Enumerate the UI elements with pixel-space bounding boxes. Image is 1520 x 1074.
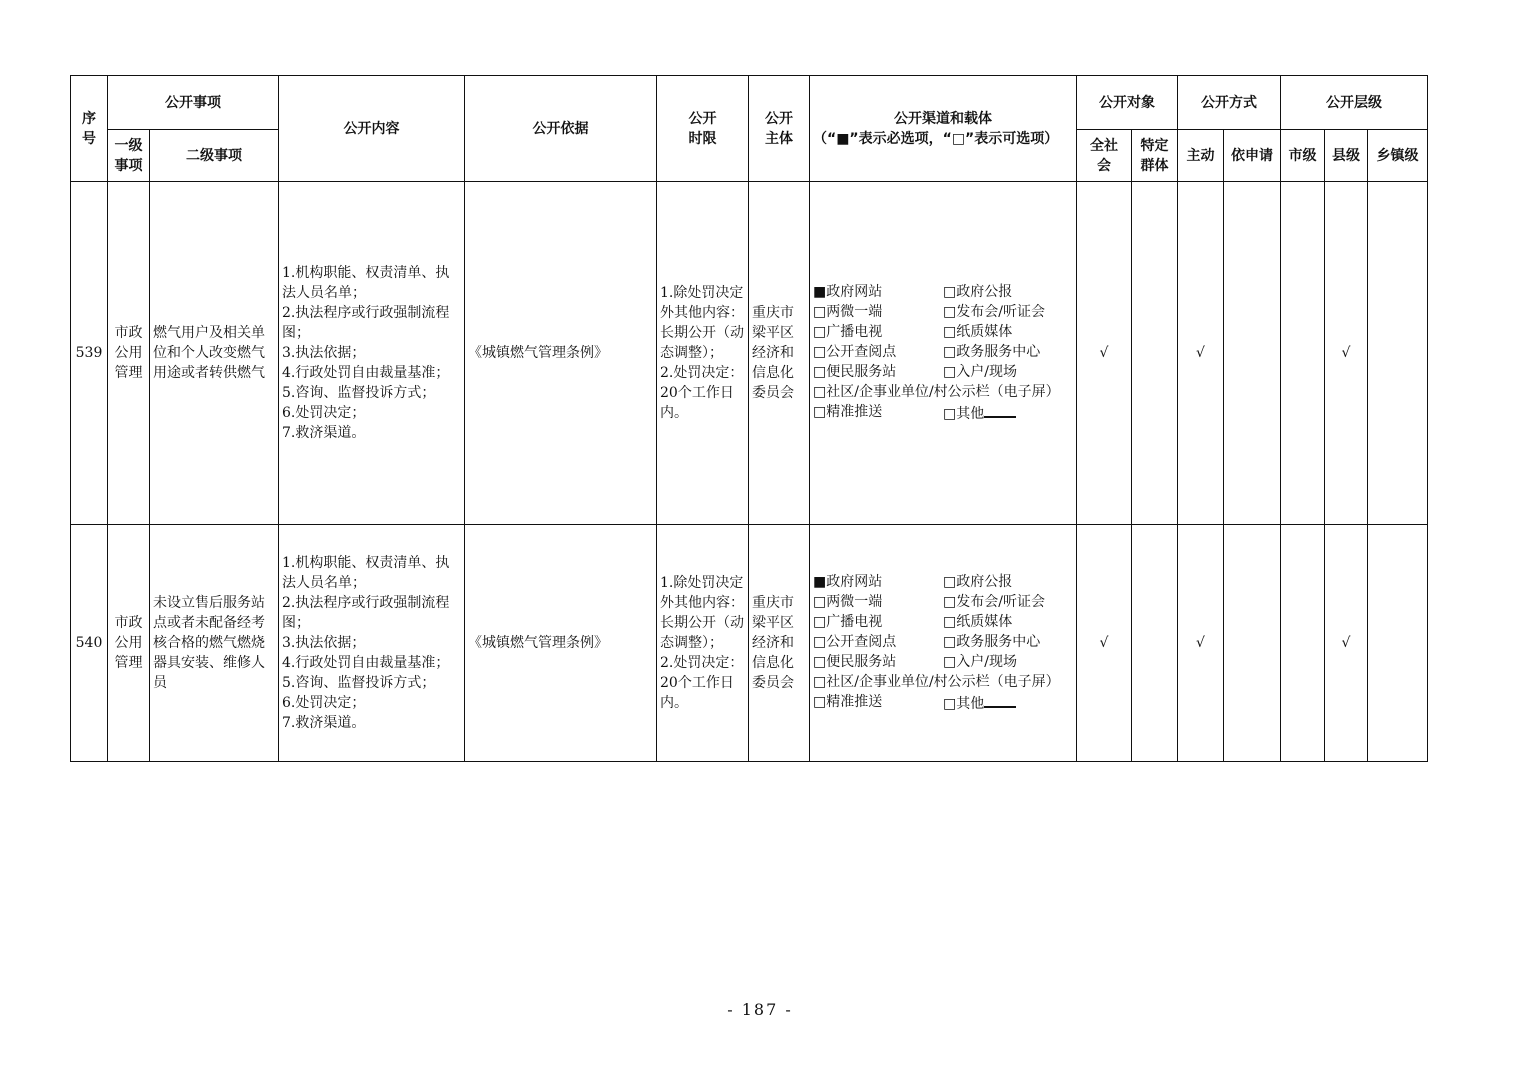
row-level2: 燃气用户及相关单位和个人改变燃气用途或者转供燃气 — [150, 182, 279, 525]
channel-option: □入户/现场 — [943, 654, 1017, 670]
row-content: 1.机构职能、权责清单、执法人员名单； 2.执法程序或行政强制流程图； 3.执法依据； 4.行政处罚自由裁量基准； 5.咨询、监督投诉方式； 6.处罚决定； 7.救济渠道。 — [279, 182, 465, 525]
channel-option: □政府公报 — [943, 574, 1013, 590]
row-basis: 《城镇燃气管理条例》 — [465, 182, 657, 525]
channel-option-other: □其他 — [943, 402, 1073, 424]
channel-option: ■政府网站 — [813, 574, 883, 590]
row-seq: 539 — [71, 182, 108, 525]
header-basis: 公开依据 — [465, 76, 657, 182]
row-level-city — [1281, 182, 1325, 525]
row-seq: 540 — [71, 525, 108, 762]
row-target-specific — [1132, 182, 1178, 525]
channel-option: □政务服务中心 — [943, 344, 1041, 360]
header-channels-note: （“■”表示必选项，“□”表示可选项） — [813, 130, 1059, 147]
disclosure-table — [70, 75, 1428, 762]
channel-option: □两微一端 — [813, 594, 883, 610]
header-seq: 序 号 — [71, 76, 108, 182]
header-level-county: 县级 — [1325, 130, 1368, 182]
row-level-town — [1368, 182, 1428, 525]
header-method-group: 公开方式 — [1178, 76, 1281, 130]
page-number: - 187 - — [727, 1000, 793, 1019]
header-method-active: 主动 — [1178, 130, 1224, 182]
channel-option: □发布会/听证会 — [943, 304, 1045, 320]
channel-option: □政务服务中心 — [943, 634, 1041, 650]
header-items-group: 公开事项 — [108, 76, 279, 130]
header-level-city: 市级 — [1281, 130, 1325, 182]
row-channels — [810, 525, 1077, 762]
row-content: 1.机构职能、权责清单、执法人员名单； 2.执法程序或行政强制流程图； 3.执法依据； 4.行政处罚自由裁量基准； 5.咨询、监督投诉方式； 6.处罚决定； 7.救济渠道。 — [279, 525, 465, 762]
row-subject: 重庆市梁平区经济和信息化委员会 — [749, 182, 810, 525]
channel-option: □两微一端 — [813, 304, 883, 320]
row-level1: 市政 公用 管理 — [108, 182, 150, 525]
channel-option: □广播电视 — [813, 614, 883, 630]
row-level-county: √ — [1325, 182, 1368, 525]
channel-option: □发布会/听证会 — [943, 594, 1045, 610]
channel-option: □公开查阅点 — [813, 344, 897, 360]
channel-option: □政府公报 — [943, 284, 1013, 300]
channel-option: □精准推送 — [813, 404, 883, 420]
header-level1: 一级 事项 — [108, 130, 150, 182]
header-level-town: 乡镇级 — [1368, 130, 1428, 182]
channel-option: ■政府网站 — [813, 284, 883, 300]
row-level1: 市政 公用 管理 — [108, 525, 150, 762]
row-time-limit: 1.除处罚决定外其他内容：长期公开（动态调整）； 2.处罚决定：20个工作日内。 — [657, 182, 749, 525]
channel-option: □便民服务站 — [813, 654, 897, 670]
row-level-town — [1368, 525, 1428, 762]
row-method-active: √ — [1178, 525, 1224, 762]
header-channels-title: 公开渠道和载体 — [894, 110, 992, 127]
row-level-city — [1281, 525, 1325, 762]
channel-option: □纸质媒体 — [943, 324, 1013, 340]
header-target-all: 全社 会 — [1077, 130, 1132, 182]
channel-option: □精准推送 — [813, 694, 883, 710]
table-row — [71, 525, 1428, 762]
row-time-limit: 1.除处罚决定外其他内容：长期公开（动态调整）； 2.处罚决定：20个工作日内。 — [657, 525, 749, 762]
row-level2: 未设立售后服务站点或者未配备经考核合格的燃气燃烧器具安装、维修人员 — [150, 525, 279, 762]
channel-option: □社区/企事业单位/村公示栏（电子屏） — [813, 674, 1060, 690]
channel-option: □社区/企事业单位/村公示栏（电子屏） — [813, 384, 1060, 400]
channel-option: □公开查阅点 — [813, 634, 897, 650]
row-method-request — [1224, 525, 1281, 762]
row-target-specific — [1132, 525, 1178, 762]
header-target-group: 公开对象 — [1077, 76, 1178, 130]
table-row — [71, 182, 1428, 525]
header-subject: 公开 主体 — [749, 76, 810, 182]
row-target-all: √ — [1077, 182, 1132, 525]
header-content: 公开内容 — [279, 76, 465, 182]
channel-option: □便民服务站 — [813, 364, 897, 380]
header-level2: 二级事项 — [150, 130, 279, 182]
row-subject: 重庆市梁平区经济和信息化委员会 — [749, 525, 810, 762]
fill-blank-line — [984, 402, 1016, 418]
row-method-active: √ — [1178, 182, 1224, 525]
row-channels — [810, 182, 1077, 525]
row-basis: 《城镇燃气管理条例》 — [465, 525, 657, 762]
row-target-all: √ — [1077, 525, 1132, 762]
channel-option: □纸质媒体 — [943, 614, 1013, 630]
channel-option: □入户/现场 — [943, 364, 1017, 380]
header-method-request: 依申请 — [1224, 130, 1281, 182]
fill-blank-line — [984, 692, 1016, 708]
row-method-request — [1224, 182, 1281, 525]
row-level-county: √ — [1325, 525, 1368, 762]
header-time-limit: 公开 时限 — [657, 76, 749, 182]
header-level-group: 公开层级 — [1281, 76, 1428, 130]
header-target-specific: 特定 群体 — [1132, 130, 1178, 182]
channel-option: □广播电视 — [813, 324, 883, 340]
channel-option-other: □其他 — [943, 692, 1073, 714]
header-channels — [810, 76, 1077, 182]
